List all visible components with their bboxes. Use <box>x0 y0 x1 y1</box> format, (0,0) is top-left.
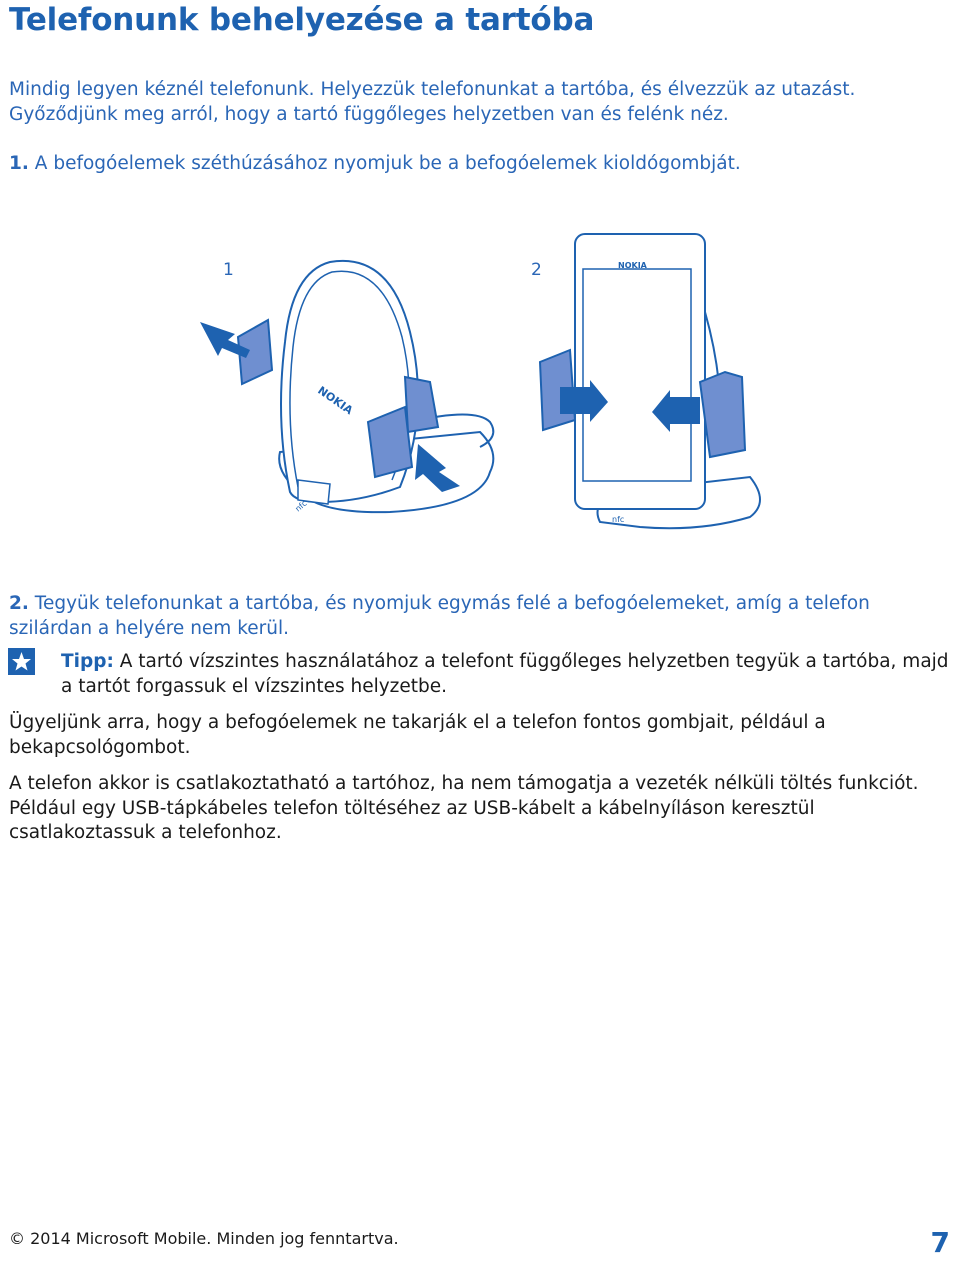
tip-text <box>61 650 956 699</box>
warning-text: Ügyeljünk arra, hogy a befogóelemek ne takarják el a telefon fontos gombjait, például a bekapcsológombot. <box>9 712 826 758</box>
intro-line-1: Mindig legyen kéznél telefonunk. Helyezzük telefonunkat a tartóba, és élvezzük az utazást. <box>9 79 856 100</box>
step-2 <box>9 592 957 641</box>
charging-text: A telefon akkor is csatlakoztatható a tartóhoz, ha nem támogatja a vezeték nélküli töltés funkciót. Például egy USB-tápkábeles telefon töltéséhez az USB-kábelt a kábelnyíláson keresztül csatlakoztassuk a telefonhoz. <box>9 773 919 843</box>
nfc-label-2: nfc <box>612 515 625 524</box>
tip-label: Tipp: <box>61 651 114 672</box>
nokia-logo-2: NOKIA <box>618 261 647 270</box>
intro-text <box>9 78 855 127</box>
tip-body: A tartó vízszintes használatához a telefont függőleges helyzetben tegyük a tartóba, majd a tartót forgassuk el vízszintes helyzetbe. <box>61 651 949 697</box>
page-title: Telefonunk behelyezése a tartóba <box>9 2 595 38</box>
step-2-number: 2. <box>9 593 29 614</box>
star-icon <box>8 648 35 675</box>
step-2-text: Tegyük telefonunkat a tartóba, és nyomjuk egymás felé a befogóelemeket, amíg a telefon szilárdan a helyére nem kerül. <box>9 593 870 639</box>
intro-line-2: Győződjünk meg arról, hogy a tartó függőleges helyzetben van és felénk néz. <box>9 103 729 125</box>
step-1 <box>9 152 741 177</box>
nokia-logo-1: NOKIA <box>315 383 356 418</box>
figure-label-2: 2 <box>531 260 542 280</box>
holder-panel-2 <box>531 234 760 528</box>
page-number: 7 <box>930 1226 950 1259</box>
phone-screen <box>583 269 691 481</box>
step-1-number: 1. <box>9 153 29 174</box>
figure-label-1: 1 <box>223 260 234 280</box>
step-1-text: A befogóelemek széthúzásához nyomjuk be a befogóelemek kioldógombját. <box>34 153 741 174</box>
holder-panel-1 <box>200 260 493 514</box>
nfc-label-1: nfc <box>293 498 309 514</box>
phone-holder-illustration <box>180 222 780 552</box>
footer-copyright: © 2014 Microsoft Mobile. Minden jog fenntartva. <box>9 1229 399 1248</box>
